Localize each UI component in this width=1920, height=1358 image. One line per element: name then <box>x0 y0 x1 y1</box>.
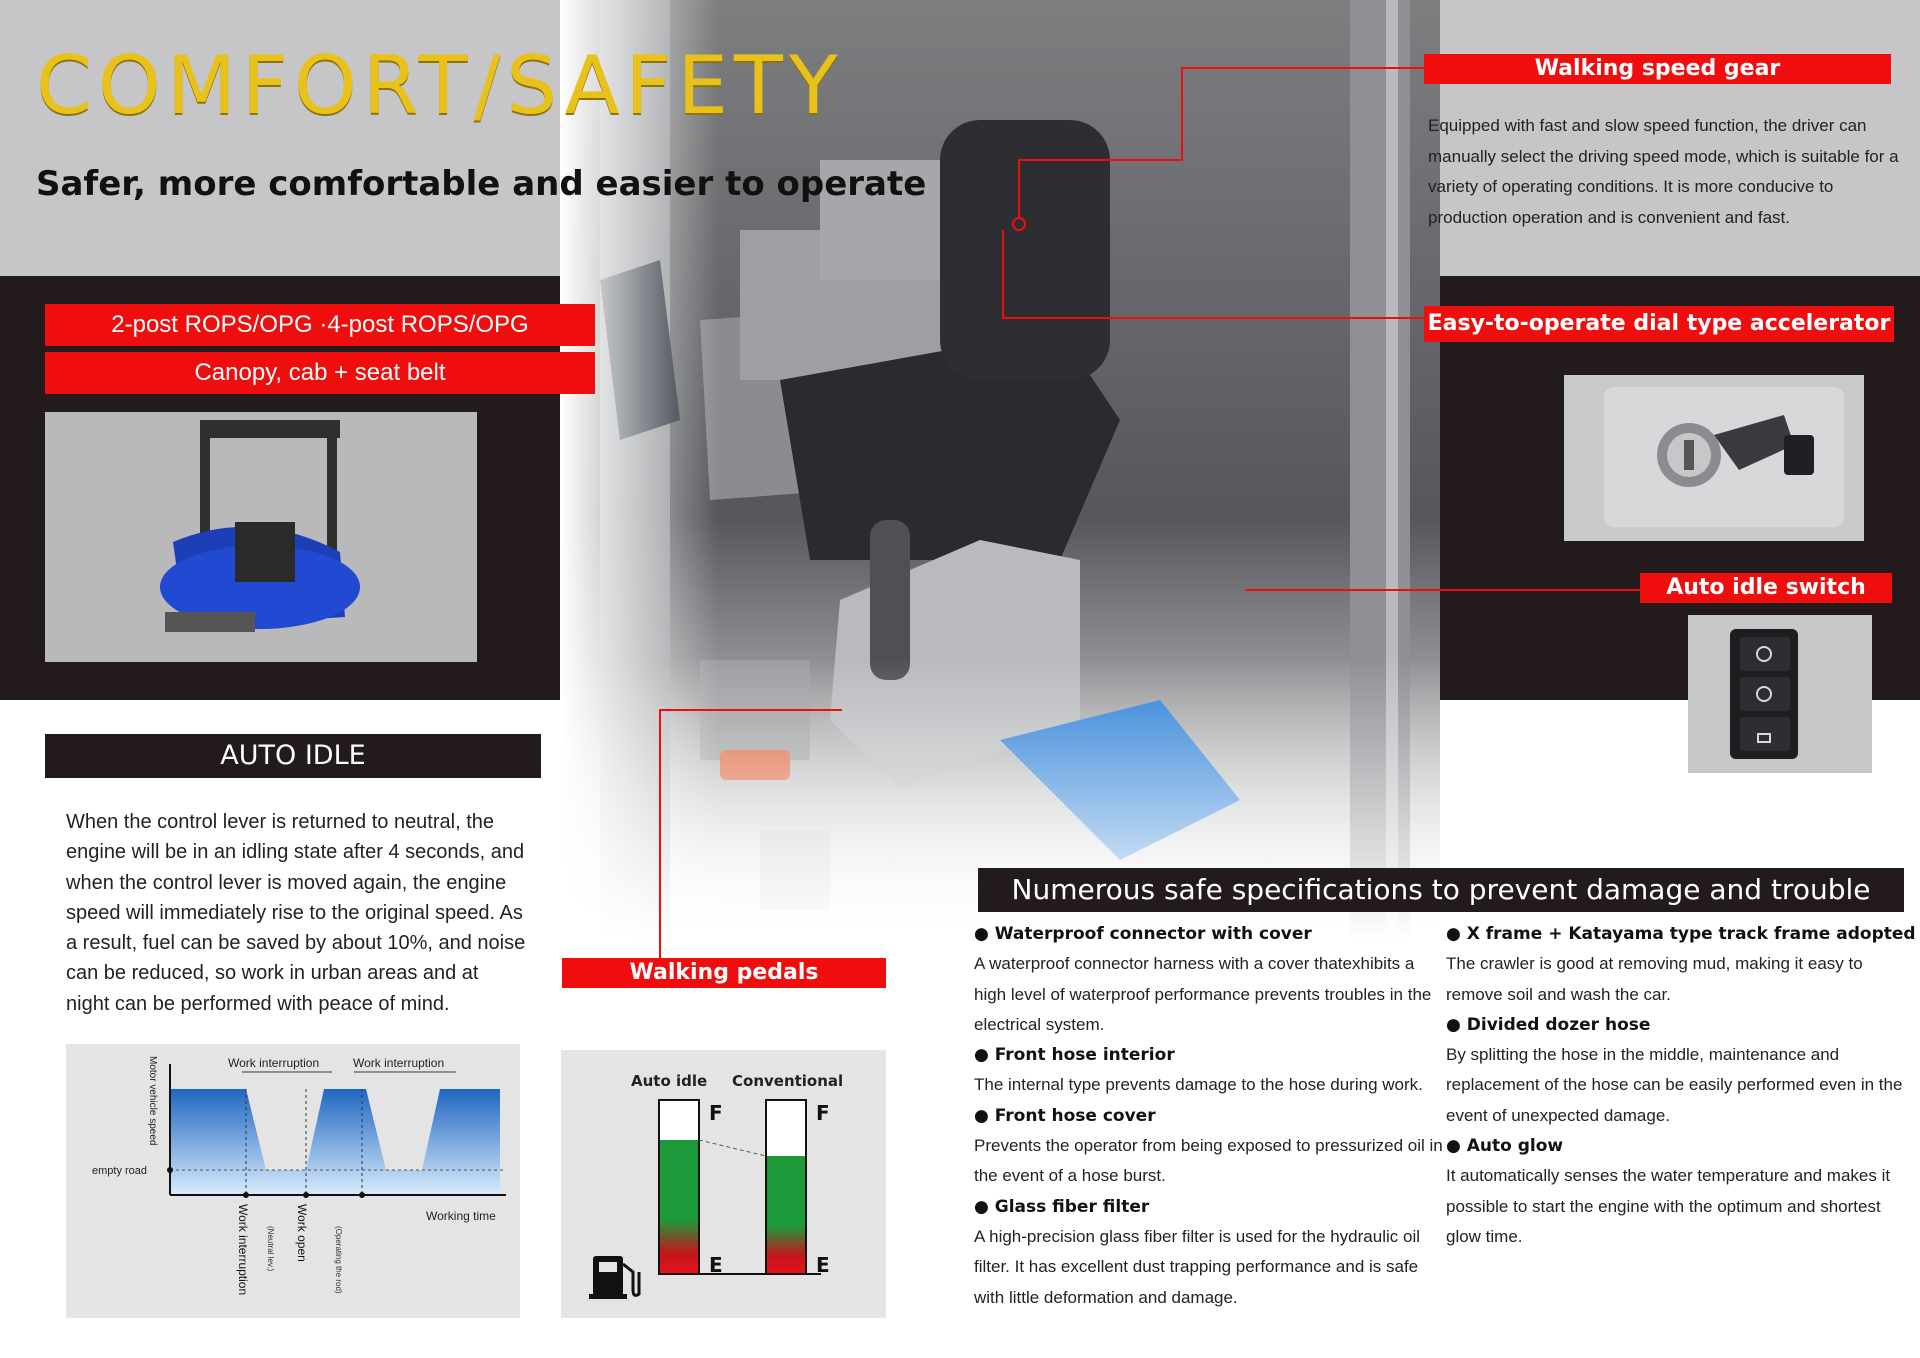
spec-item <box>974 1040 1444 1101</box>
auto-idle-heading: AUTO IDLE <box>45 734 541 778</box>
walking-pedals-label: Walking pedals <box>562 958 886 988</box>
x-label-1: Work interruption <box>236 1204 250 1296</box>
page-subtitle: Safer, more comfortable and easier to operate <box>36 164 927 204</box>
fuel-full-label-2: F <box>816 1101 830 1125</box>
spec-text: A high-precision glass fiber filter is used for the hydraulic oil filter. It has excellent dust trapping performance and is safe with little deformation and damage. <box>974 1226 1420 1307</box>
working-time-label: Working time <box>426 1209 496 1223</box>
auto-idle-col-label: Auto idle <box>631 1072 708 1090</box>
work-interruption-label-1: Work interruption <box>228 1056 320 1070</box>
empty-road-label: empty road <box>92 1165 148 1177</box>
page-title: COMFORT/SAFETY <box>36 39 844 132</box>
switch-panel-photo <box>1688 615 1872 773</box>
spec-item <box>974 1101 1444 1192</box>
auto-idle-text: When the control lever is returned to neutral, the engine will be in an idling state after 4 seconds, and when the control lever is moved again, the engine speed will immediately rise to the original speed. As a result, fuel can be saved by about 10%, and noise can be reduced, so work in urban areas and at night can be performed with peace of mind. <box>66 811 526 1015</box>
rops-line-2: Canopy, cab + seat belt <box>45 352 595 394</box>
x-label-2-sub: (Operating the rod) <box>334 1226 343 1294</box>
rops-line-1: 2-post ROPS/OPG ·4-post ROPS/OPG <box>45 304 595 346</box>
walking-speed-gear-text: Equipped with fast and slow speed function, the driver can manually select the driving speed mode, which is suitable for a variety of operating conditions. It is more conducive to production operation and is convenient and fast. <box>1428 116 1899 227</box>
specs-left-column <box>974 919 1444 1313</box>
spec-title: ● Front hose cover <box>974 1105 1156 1126</box>
x-label-1-sub: (Neutral lev.) <box>266 1226 275 1272</box>
spec-text: Prevents the operator from being exposed to pressurized oil in the event of a hose burst. <box>974 1136 1443 1186</box>
conventional-col-label: Conventional <box>732 1072 844 1090</box>
spec-text: The crawler is good at removing mud, making it easy to remove soil and wash the car. <box>1446 954 1863 1004</box>
spec-text: It automatically senses the water temperature and makes it possible to start the engine with the optimum and shortest glow time. <box>1446 1166 1891 1246</box>
spec-title: ● Glass fiber filter <box>974 1196 1150 1217</box>
specs-heading: Numerous safe specifications to prevent damage and trouble <box>978 868 1904 912</box>
spec-item <box>974 1192 1444 1313</box>
work-interruption-label-2: Work interruption <box>353 1056 445 1070</box>
spec-title: ● Waterproof connector with cover <box>974 924 1312 944</box>
key-switch-photo <box>1564 375 1864 541</box>
spec-text: The internal type prevents damage to the hose during work. <box>974 1075 1423 1095</box>
specs-right-column <box>1446 919 1916 1252</box>
fuel-empty-label-1: E <box>709 1253 723 1277</box>
accelerator-label: Easy-to-operate dial type accelerator <box>1424 306 1894 342</box>
spec-text: By splitting the hose in the middle, maintenance and replacement of the hose can be easily performed even in the event of unexpected damage. <box>1446 1045 1903 1125</box>
spec-title: ● Divided dozer hose <box>1446 1014 1651 1035</box>
spec-item <box>1446 1010 1910 1131</box>
fuel-full-label-1: F <box>709 1101 723 1125</box>
spec-title: ● Auto glow <box>1446 1136 1564 1157</box>
spec-title: ● Front hose interior <box>974 1045 1175 1066</box>
spec-item <box>1446 1131 1910 1252</box>
speed-y-label: Motor vehicle speed <box>147 1056 158 1146</box>
spec-item <box>974 919 1444 1040</box>
auto-idle-switch-label: Auto idle switch <box>1640 573 1892 603</box>
spec-text: A waterproof connector harness with a cover thatexhibits a high level of waterproof performance prevents troubles in the electrical system. <box>974 954 1432 1034</box>
walking-speed-gear-label: Walking speed gear <box>1424 54 1891 84</box>
spec-title: ● X frame + Katayama type track frame adopted <box>1446 924 1916 944</box>
x-label-2: Work open <box>295 1204 309 1262</box>
spec-item <box>1446 919 1916 1010</box>
fuel-empty-label-2: E <box>816 1253 830 1277</box>
